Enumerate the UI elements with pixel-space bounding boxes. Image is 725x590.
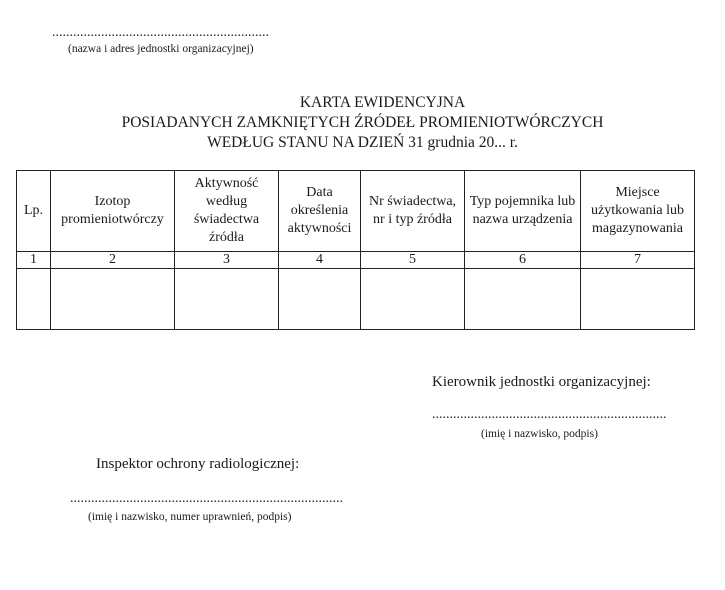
title-line-2: POSIADANYCH ZAMKNIĘTYCH ŹRÓDEŁ PROMIENIOTWÓRCZYCH (121, 114, 604, 131)
unit-name-caption: (nazwa i adres jednostki organizacyjnej) (68, 43, 254, 55)
column-number: 3 (175, 252, 279, 269)
table-header-row (17, 171, 695, 252)
unit-name-dotted-line: .............................................................. (52, 25, 269, 40)
column-number: 2 (51, 252, 175, 269)
title-line-3: WEDŁUG STANU NA DZIEŃ 31 grudnia 20... r. (207, 134, 518, 151)
column-number: 1 (17, 252, 51, 269)
header-container-type: Typ pojemnika lub nazwa urządzenia (465, 171, 581, 252)
blank-cell[interactable] (465, 269, 581, 330)
manager-signature-line: ................................................................... (432, 407, 667, 422)
blank-cell[interactable] (175, 269, 279, 330)
column-number: 7 (581, 252, 695, 269)
header-certificate: Nr świadectwa, nr i typ źródła (361, 171, 465, 252)
header-lp: Lp. (17, 171, 51, 252)
blank-cell[interactable] (51, 269, 175, 330)
column-number: 5 (361, 252, 465, 269)
inspector-label: Inspektor ochrony radiologicznej: (96, 456, 300, 472)
column-number: 6 (465, 252, 581, 269)
title-line-1: KARTA EWIDENCYJNA (299, 94, 466, 111)
blank-cell[interactable] (581, 269, 695, 330)
header-activity-date: Data określenia aktywności (279, 171, 361, 252)
manager-caption: (imię i nazwisko, podpis) (481, 428, 598, 440)
inspector-caption: (imię i nazwisko, numer uprawnień, podpis) (88, 511, 292, 523)
blank-cell[interactable] (361, 269, 465, 330)
blank-entry-row (17, 269, 695, 330)
header-isotope: Izotop promieniotwórczy (51, 171, 175, 252)
manager-label: Kierownik jednostki organizacyjnej: (432, 374, 651, 390)
header-activity: Aktywność według świadectwa źródła (175, 171, 279, 252)
column-number: 4 (279, 252, 361, 269)
inventory-table (16, 170, 695, 330)
document-title (0, 93, 725, 153)
column-number-row (17, 252, 695, 269)
blank-cell[interactable] (17, 269, 51, 330)
inspector-signature-line: .............................................................................. (70, 491, 343, 506)
header-location: Miejsce użytkowania lub magazynowania (581, 171, 695, 252)
blank-cell[interactable] (279, 269, 361, 330)
